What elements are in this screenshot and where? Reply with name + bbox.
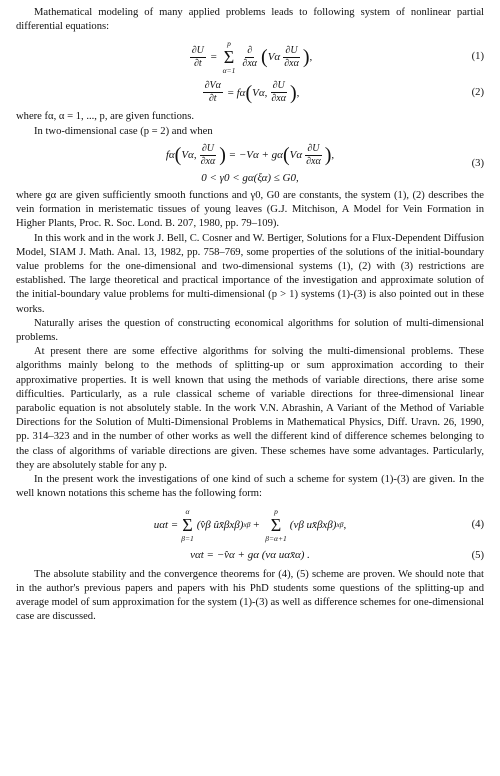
equation-number: (3) bbox=[471, 157, 484, 169]
paragraph-conclusion: The absolute stability and the convergence theorems for (4), (5) scheme are proven. We should note that in the author's previous papers and papers with his PhD students some questions of the splitting-up and average model of sum approximation for the system (1)-(3) as well as difference schemes for one-dimensional case are discussed. bbox=[16, 568, 484, 623]
paragraph-two-dim: In two-dimensional case (p = 2) and when bbox=[34, 125, 213, 137]
eq1-lhs-fraction: $\frac{\partial U}{\partial t}$ bbox=[191, 44, 204, 69]
eq1-inner-fraction: $\frac{\partial U}{\partial x\alpha}$ bbox=[284, 44, 299, 69]
paragraph-vein-formation: where gα are given sufficiently smooth functions and γ0, G0 are constants, the system (1), (2) describes the vein formation in meristematic tissues of young leaves (G.J. Mitchison, A Model for Vein Formation in Higher Plants, Proc. R. Soc. Lond. B. 207, 1980, pp. 79–109). bbox=[16, 190, 484, 230]
eq4-sum-2: p Σ β=α+1 bbox=[265, 507, 287, 544]
equation-number: (1) bbox=[471, 51, 484, 63]
equation-4: uαt = α Σ β=1 (v̂β ûx̄βxβ) xβ + p Σ β=α+1 (vβ ux̄βxβ) xβ , (4) bbox=[153, 507, 484, 544]
eq3-condition: 0 < γ0 < gα(ξα) ≤ G0, bbox=[201, 171, 299, 184]
paragraph-present-work: In the present work the investigations of one kind of such a scheme for system (1)-(3) are given. In the well known notations this scheme has the following form: bbox=[16, 474, 484, 500]
eq1-sum: p Σ α=1 bbox=[222, 39, 236, 76]
eq2-inner-fraction: $\frac{\partial U}{\partial x\alpha}$ bbox=[271, 80, 286, 105]
paragraph-economical: Naturally arises the question of constructing economical algorithms for solution of multi-dimensional problems. bbox=[16, 317, 484, 344]
equation-number: (5) bbox=[471, 549, 484, 561]
paragraph-bell-cosner: In this work and in the work J. Bell, C. Cosner and W. Bertiger, Solutions for a Flux-Dependent Diffusion Model, SIAM J. Math. Anal. 13, 1982, pp. 758–769, some properties of the solutions of the initial-boundary value problems for the one-dimensional and two-dimensional systems (1), (2) with (3) restrictions are established. The large theoretical and practical importance of the investigation and approximate solution of the initial-boundary value problems for multi-dimensional (p > 1) systems (1)-(3) is also pointed out in these works. bbox=[16, 232, 484, 315]
equation-5: vαt = −v̂α + gα (vα uαx̄α) . (5) bbox=[190, 549, 484, 562]
eq4-sum-1: α Σ β=1 bbox=[181, 507, 194, 544]
equation-1: $\frac{\partial U}{\partial t}$ = p Σ α=1 $\frac{\partial}{\partial x\alpha}$ ( Vα $\frac{\partial U}{\partial x\alpha}$ ) , (1) bbox=[191, 39, 484, 76]
paragraph-intro: Mathematical modeling of many applied problems leads to following system of nonlinear partial differential equations: bbox=[16, 7, 484, 33]
eq3-inner-fraction-2: $\frac{\partial U}{\partial x\alpha}$ bbox=[306, 142, 321, 167]
equation-3: fα ( Vα , $\frac{\partial U}{\partial x\alpha}$ ) = −Vα + gα ( Vα $\frac{\partial U}{\partial x\alpha}$ ) , 0 < γ0 < gα(ξα) ≤ G0, (3) bbox=[165, 142, 484, 184]
eq3-inner-fraction: $\frac{\partial U}{\partial x\alpha}$ bbox=[200, 142, 216, 167]
equation-2: $\frac{\partial V\alpha}{\partial t}$ = fα ( Vα , $\frac{\partial U}{\partial x\alpha}$ ) , (2) bbox=[204, 80, 484, 105]
eq1-derivative: $\frac{\partial}{\partial x\alpha}$ bbox=[242, 44, 258, 69]
equation-number: (2) bbox=[471, 86, 484, 98]
paragraph-algorithms: At present there are some effective algorithms for solving the multi-dimensional problems. These algorithms mainly belong to the methods of splitting-up or sum approximation according to their approximative properties. It is well known that using the methods of variable directions, there arise some difficulties. Particularly, as a rule classical scheme of variable directions for three-dimensional linear parabolic equation is not absolutely stable. In the work V.N. Abrashin, A Variant of the Method of Variable Directions for the Solution of Multi-Dimensional Problems in Mathematical Physics, Diff. Uravn. 26, 1990, pp. 314–323 and in the number of other works as well the different kind of difference schemes belonging to the class of algorithms of variable directions are given. These schemes have some advantages. Particularly, they are absolutely stable for any p. bbox=[16, 346, 484, 471]
equation-number: (4) bbox=[471, 519, 484, 531]
eq2-lhs-fraction: $\frac{\partial V\alpha}{\partial t}$ bbox=[204, 80, 221, 105]
paragraph-where-f: where fα, α = 1, ..., p, are given functions. bbox=[16, 111, 194, 123]
